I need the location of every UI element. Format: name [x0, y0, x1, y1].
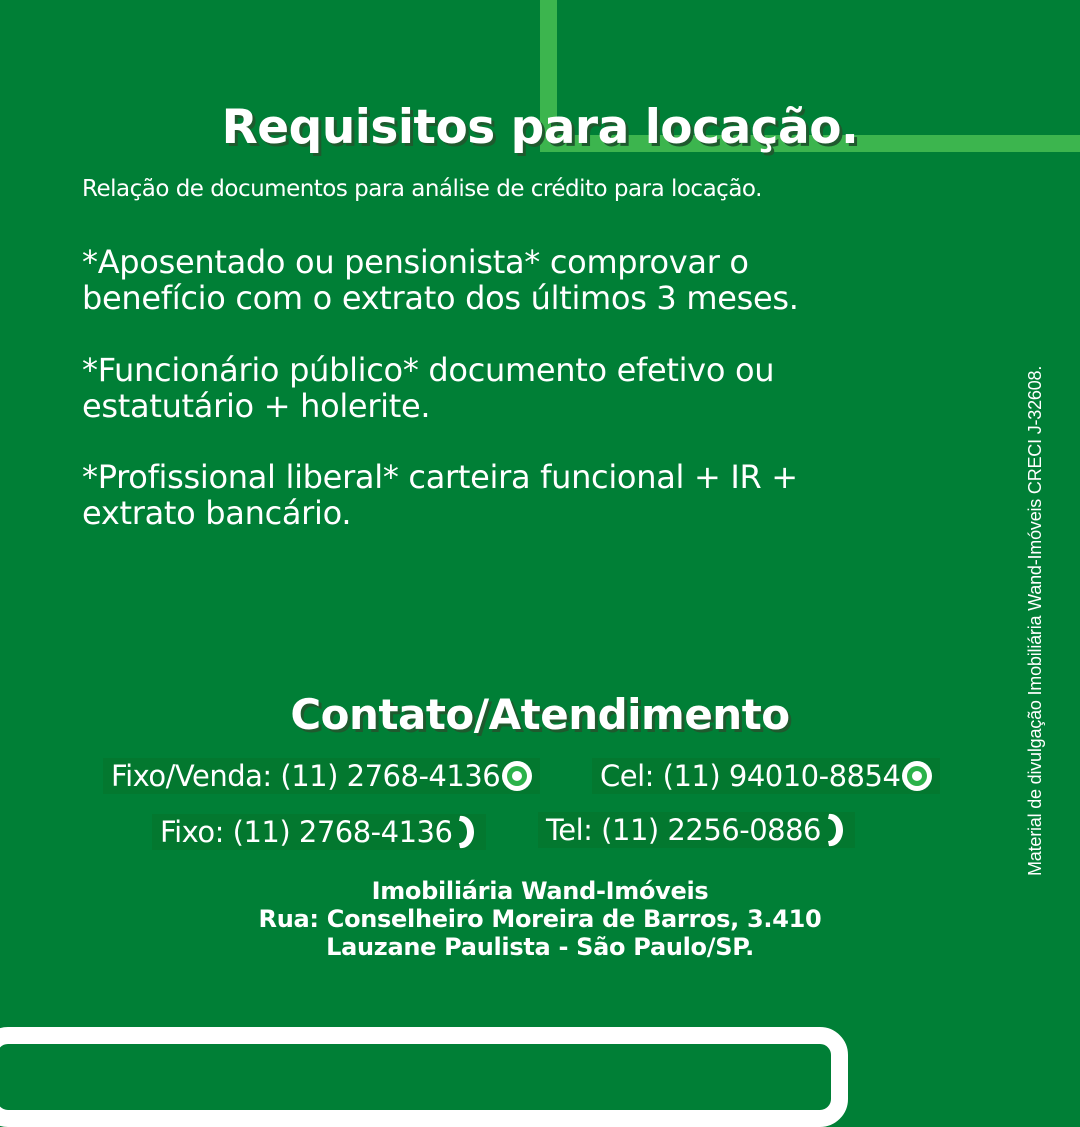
page-title: Requisitos para locação.: [221, 100, 859, 155]
requirement-line: benefício com o extrato dos últimos 3 meses.: [82, 279, 799, 317]
decorative-bottom-frame: [0, 1027, 848, 1127]
whatsapp-icon: [902, 761, 932, 791]
phone-cel[interactable]: [592, 758, 940, 794]
phone-number: Fixo/Venda: (11) 2768-4136: [111, 759, 501, 793]
whatsapp-icon: [502, 761, 532, 791]
requirement-line: *Aposentado ou pensionista* comprovar o: [82, 243, 749, 281]
requirement-retiree: [82, 244, 942, 316]
address-block: [0, 877, 1080, 961]
subtitle: Relação de documentos para análise de crédito para locação.: [82, 176, 762, 202]
requirement-line: *Funcionário público* documento efetivo ou: [82, 351, 775, 389]
requirement-line: extrato bancário.: [82, 494, 352, 532]
phone-icon: [823, 811, 847, 849]
street-address: Rua: Conselheiro Moreira de Barros, 3.410: [258, 905, 822, 933]
requirement-liberal-professional: [82, 459, 942, 531]
phone-number: Cel: (11) 94010-8854: [600, 759, 901, 793]
phone-number: Fixo: (11) 2768-4136: [160, 815, 453, 849]
city-address: Lauzane Paulista - São Paulo/SP.: [326, 933, 754, 961]
phone-tel[interactable]: [538, 812, 855, 848]
requirement-line: estatutário + holerite.: [82, 387, 431, 425]
phone-fixo-venda[interactable]: [103, 758, 540, 794]
requirement-public-servant: [82, 352, 942, 424]
phone-fixo[interactable]: [152, 814, 486, 850]
requirement-line: *Profissional liberal* carteira funcional + IR +: [82, 458, 798, 496]
phone-icon: [454, 813, 478, 851]
contact-title: Contato/Atendimento: [290, 690, 790, 739]
company-name: Imobiliária Wand-Imóveis: [371, 877, 709, 905]
vertical-disclaimer: Material de divulgação Imobiliária Wand-Imóveis CRECI J-32608.: [1025, 365, 1045, 876]
phone-number: Tel: (11) 2256-0886: [546, 813, 821, 847]
